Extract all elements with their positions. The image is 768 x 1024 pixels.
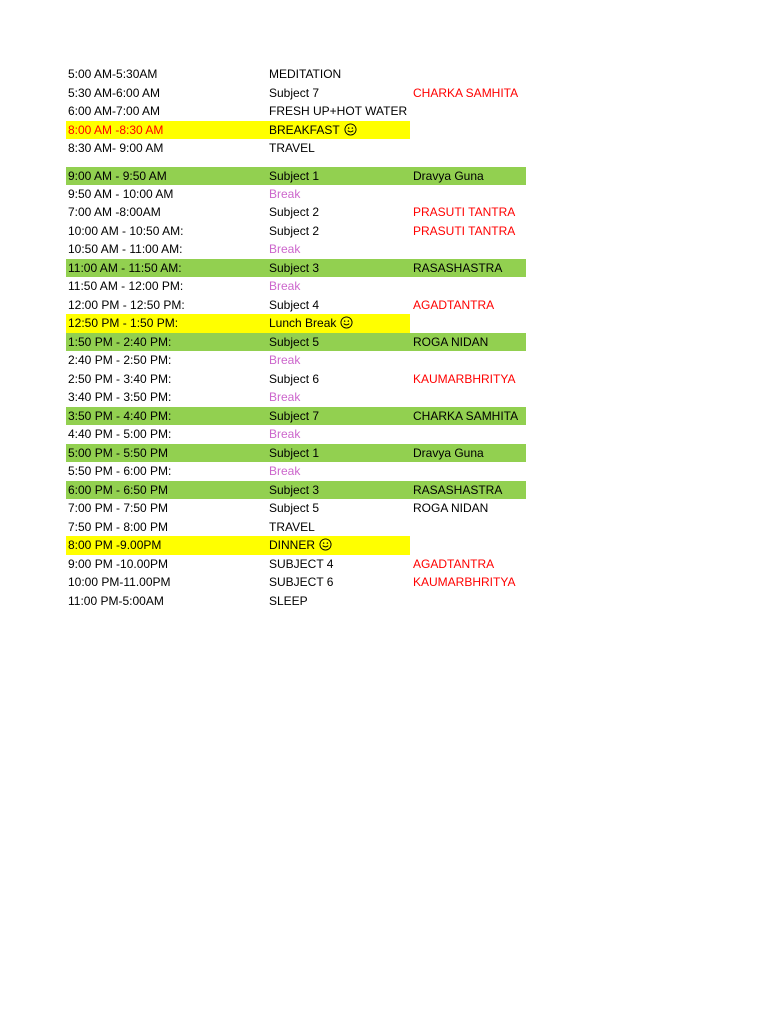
schedule-row xyxy=(66,555,526,574)
activity-label: DINNER xyxy=(269,538,316,552)
subject-note-cell: ROGA NIDAN xyxy=(413,334,489,349)
subject-note-cell: AGADTANTRA xyxy=(413,556,495,571)
time-cell: 10:50 AM - 11:00 AM: xyxy=(68,242,183,256)
activity-cell: SUBJECT 4 xyxy=(269,556,334,571)
subject-note-cell: KAUMARBHRITYA xyxy=(413,575,516,589)
schedule-row-highlighted xyxy=(66,158,526,185)
schedule-row xyxy=(66,185,526,204)
activity-cell: Subject 5 xyxy=(269,334,320,349)
subject-note-cell: RASASHASTRA xyxy=(413,260,503,275)
time-cell: 5:00 AM-5:30AM xyxy=(68,67,158,81)
activity-cell xyxy=(269,536,332,555)
time-cell: 5:50 PM - 6:00 PM: xyxy=(68,464,172,478)
schedule-row xyxy=(66,573,526,592)
activity-cell: Subject 2 xyxy=(269,223,320,238)
activity-cell: Subject 4 xyxy=(269,297,320,312)
activity-cell: Subject 5 xyxy=(269,501,320,515)
schedule-row xyxy=(66,296,526,315)
schedule-row xyxy=(66,370,526,389)
schedule-row-highlighted xyxy=(66,333,526,352)
time-cell: 12:00 PM - 12:50 PM: xyxy=(68,297,185,312)
time-cell: 8:00 PM -9.00PM xyxy=(68,538,162,552)
schedule-row-highlighted xyxy=(66,536,526,555)
subject-note-cell: Dravya Guna xyxy=(413,168,484,183)
activity-cell xyxy=(269,314,353,333)
activity-cell: Subject 3 xyxy=(269,260,320,275)
activity-cell: Subject 1 xyxy=(269,445,320,460)
schedule-row xyxy=(66,518,526,537)
time-cell: 3:40 PM - 3:50 PM: xyxy=(68,390,172,404)
activity-cell: Subject 1 xyxy=(269,168,320,183)
subject-note-cell: AGADTANTRA xyxy=(413,297,495,312)
break-cell: Break xyxy=(269,464,301,478)
time-cell: 5:00 PM - 5:50 PM xyxy=(68,445,169,460)
activity-cell: Subject 3 xyxy=(269,482,320,497)
schedule-table xyxy=(66,65,526,610)
time-cell: 2:50 PM - 3:40 PM: xyxy=(68,371,172,386)
time-cell: 11:00 AM - 11:50 AM: xyxy=(68,260,182,275)
activity-cell: SLEEP xyxy=(269,593,308,608)
schedule-row xyxy=(66,499,526,518)
break-cell: Break xyxy=(269,186,301,201)
time-cell: 10:00 PM-11.00PM xyxy=(68,575,171,589)
time-cell: 10:00 AM - 10:50 AM: xyxy=(68,223,184,238)
activity-label: BREAKFAST xyxy=(269,122,340,137)
subject-note-cell: PRASUTI TANTRA xyxy=(413,223,516,238)
schedule-row xyxy=(66,84,526,103)
activity-cell: Subject 7 xyxy=(269,85,320,100)
schedule-row-highlighted xyxy=(66,444,526,463)
time-cell: 3:50 PM - 4:40 PM: xyxy=(68,408,172,423)
activity-cell: TRAVEL xyxy=(269,141,315,155)
smiley-face-icon xyxy=(340,316,353,329)
subject-note-cell: RASASHASTRA xyxy=(413,482,503,497)
time-cell: 4:40 PM - 5:00 PM: xyxy=(68,427,172,441)
time-cell: 6:00 PM - 6:50 PM xyxy=(68,482,169,497)
smiley-face-icon xyxy=(319,538,332,551)
activity-cell: SUBJECT 6 xyxy=(269,575,334,589)
time-cell: 8:00 AM -8:30 AM xyxy=(68,122,164,137)
activity-cell: Subject 7 xyxy=(269,408,320,423)
time-cell: 9:00 AM - 9:50 AM xyxy=(68,168,167,183)
schedule-row xyxy=(66,65,526,84)
schedule-row xyxy=(66,222,526,241)
schedule-row xyxy=(66,388,526,407)
break-cell: Break xyxy=(269,242,301,256)
time-cell: 11:00 PM-5:00AM xyxy=(68,593,164,608)
time-cell: 7:00 AM -8:00AM xyxy=(68,205,161,219)
schedule-row-highlighted xyxy=(66,407,526,426)
schedule-row xyxy=(66,139,526,158)
break-cell: Break xyxy=(269,390,301,404)
schedule-row xyxy=(66,425,526,444)
subject-note-cell: CHARKA SAMHITA xyxy=(413,408,519,423)
schedule-row-highlighted xyxy=(66,259,526,278)
subject-note-cell: CHARKA SAMHITA xyxy=(413,85,519,100)
time-cell: 1:50 PM - 2:40 PM: xyxy=(68,334,172,349)
time-cell: 9:50 AM - 10:00 AM xyxy=(68,186,174,201)
activity-cell: Subject 6 xyxy=(269,371,320,386)
break-cell: Break xyxy=(269,353,301,367)
schedule-row xyxy=(66,240,526,259)
time-cell: 11:50 AM - 12:00 PM: xyxy=(68,279,184,293)
time-cell: 5:30 AM-6:00 AM xyxy=(68,85,161,100)
schedule-row xyxy=(66,203,526,222)
subject-note-cell: KAUMARBHRITYA xyxy=(413,371,516,386)
schedule-row xyxy=(66,277,526,296)
schedule-row-highlighted xyxy=(66,314,526,333)
break-cell: Break xyxy=(269,427,301,441)
schedule-row xyxy=(66,102,526,121)
schedule-row-highlighted xyxy=(66,121,526,140)
subject-note-cell: PRASUTI TANTRA xyxy=(413,205,516,219)
activity-cell: FRESH UP+HOT WATER xyxy=(269,104,408,118)
activity-cell: MEDITATION xyxy=(269,67,342,81)
time-cell: 2:40 PM - 2:50 PM: xyxy=(68,353,172,367)
schedule-row xyxy=(66,592,526,611)
time-cell: 12:50 PM - 1:50 PM: xyxy=(68,316,179,330)
schedule-row-highlighted xyxy=(66,481,526,500)
break-cell: Break xyxy=(269,279,301,293)
activity-label: Lunch Break xyxy=(269,316,337,330)
schedule-row xyxy=(66,351,526,370)
subject-note-cell: ROGA NIDAN xyxy=(413,501,489,515)
time-cell: 7:50 PM - 8:00 PM xyxy=(68,519,169,534)
activity-cell: Subject 2 xyxy=(269,205,320,219)
smiley-face-icon xyxy=(344,123,357,136)
time-cell: 6:00 AM-7:00 AM xyxy=(68,104,161,118)
time-cell: 9:00 PM -10.00PM xyxy=(68,556,169,571)
schedule-row xyxy=(66,462,526,481)
subject-note-cell: Dravya Guna xyxy=(413,445,484,460)
time-cell: 7:00 PM - 7:50 PM xyxy=(68,501,169,515)
time-cell: 8:30 AM- 9:00 AM xyxy=(68,141,164,155)
activity-cell xyxy=(269,121,357,140)
activity-cell: TRAVEL xyxy=(269,519,315,534)
